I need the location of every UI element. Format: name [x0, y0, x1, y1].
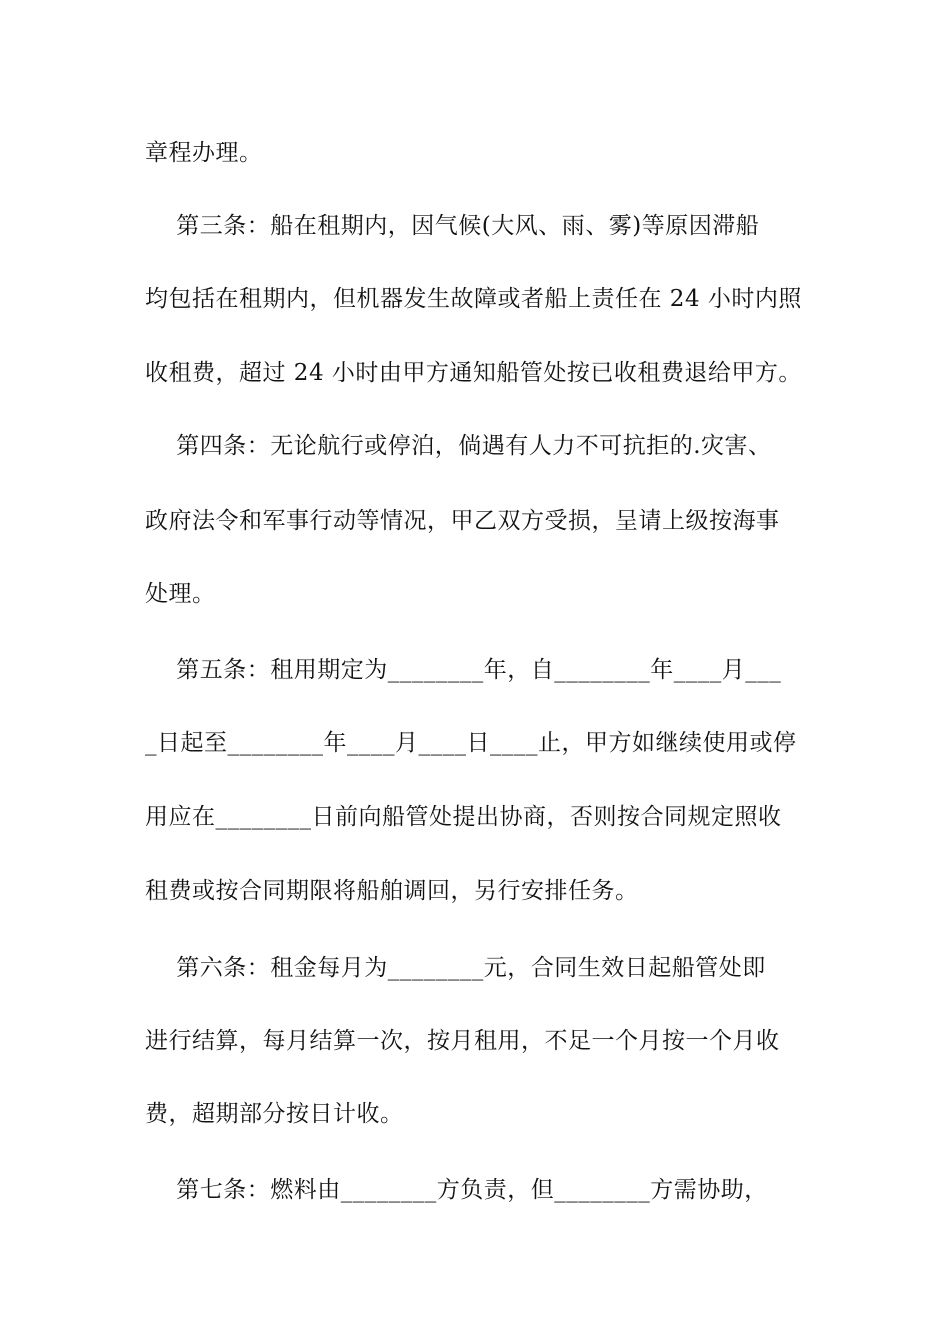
text-line: 第六条：租金每月为________元，合同生效日起船管处即: [145, 955, 766, 981]
text-line: 第五条：租用期定为________年，自________年____月___: [145, 657, 782, 683]
text-line: 进行结算，每月结算一次，按月租用，不足一个月按一个月收: [145, 1028, 780, 1054]
text-line: _日起至________年____月____日____止，甲方如继续使用或停: [145, 730, 797, 756]
text-line: 政府法令和军事行动等情况，甲乙双方受损，呈请上级按海事: [145, 508, 780, 534]
text-line: 用应在________日前向船管处提出协商，否则按合同规定照收: [145, 804, 782, 830]
text-line: 费，超期部分按日计收。: [145, 1101, 404, 1127]
text-line: 租费或按合同期限将船舶调回，另行安排任务。: [145, 878, 639, 904]
text-line: 第四条：无论航行或停泊，倘遇有人力不可抗拒的.灾害、: [145, 433, 772, 459]
text-line: 处理。: [145, 581, 216, 607]
text-line: 第三条：船在租期内，因气候(大风、雨、雾)等原因滞船: [145, 213, 760, 239]
text-line: 均包括在租期内，但机器发生故障或者船上责任在 24 小时内照: [145, 286, 802, 312]
text-line: 第七条：燃料由________方负责，但________方需协助，: [145, 1177, 768, 1203]
text-line: 章程办理。: [145, 140, 263, 166]
text-line: 收租费，超过 24 小时由甲方通知船管处按已收租费退给甲方。: [145, 360, 802, 386]
